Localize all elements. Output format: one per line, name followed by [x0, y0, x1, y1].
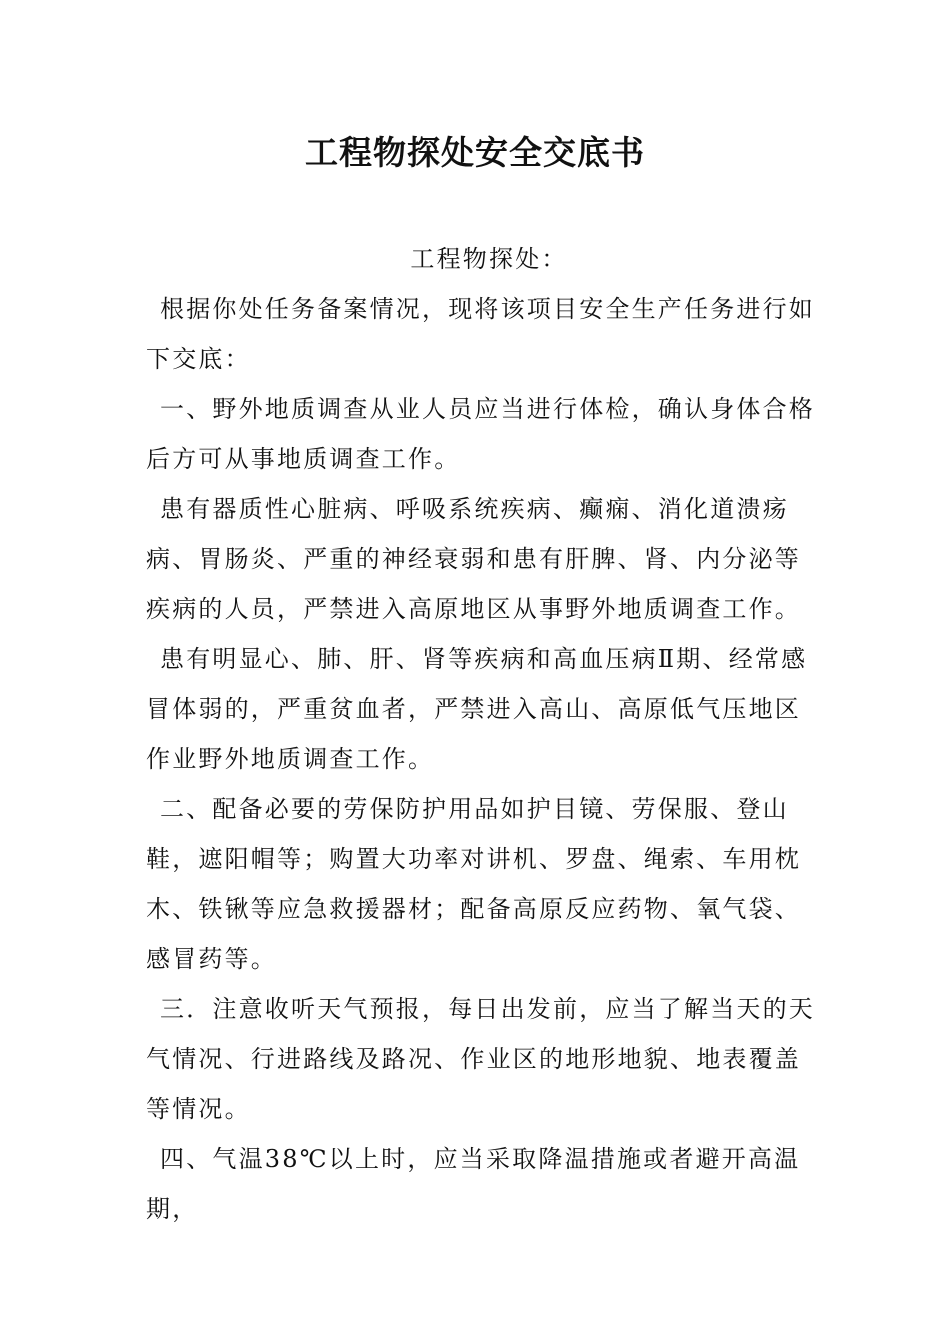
document-title: 工程物探处安全交底书 — [305, 133, 645, 172]
paragraph-section-2: 二、配备必要的劳保防护用品如护目镜、劳保服、登山鞋，遮阳帽等；购置大功率对讲机、罗盘、绳索、车用枕木、铁锹等应急救援器材；配备高原反应药物、氧气袋、感冒药等。 — [146, 795, 801, 973]
paragraph-section-1: 一、野外地质调查从业人员应当进行体检，确认身体合格后方可从事地质调查工作。 — [146, 395, 815, 473]
addressee: 工程物探处： — [410, 245, 568, 273]
paragraph-intro: 根据你处任务备案情况，现将该项目安全生产任务进行如下交底： — [146, 295, 815, 373]
document-body — [146, 234, 820, 1234]
paragraph-section-4: 四、气温38℃以上时，应当采取降温措施或者避开高温期， — [146, 1145, 801, 1223]
paragraph-health-restriction-2: 患有明显心、肺、肝、肾等疾病和高血压病Ⅱ期、经常感冒体弱的，严重贫血者，严禁进入高山、高原低气压地区作业野外地质调查工作。 — [146, 645, 808, 773]
paragraph-health-restriction-1: 患有器质性心脏病、呼吸系统疾病、癫痫、消化道溃疡病、胃肠炎、严重的神经衰弱和患有肝脾、肾、内分泌等疾病的人员，严禁进入高原地区从事野外地质调查工作。 — [146, 495, 801, 623]
paragraph-section-3: 三．注意收听天气预报，每日出发前，应当了解当天的天气情况、行进路线及路况、作业区的地形地貌、地表覆盖等情况。 — [146, 995, 815, 1123]
